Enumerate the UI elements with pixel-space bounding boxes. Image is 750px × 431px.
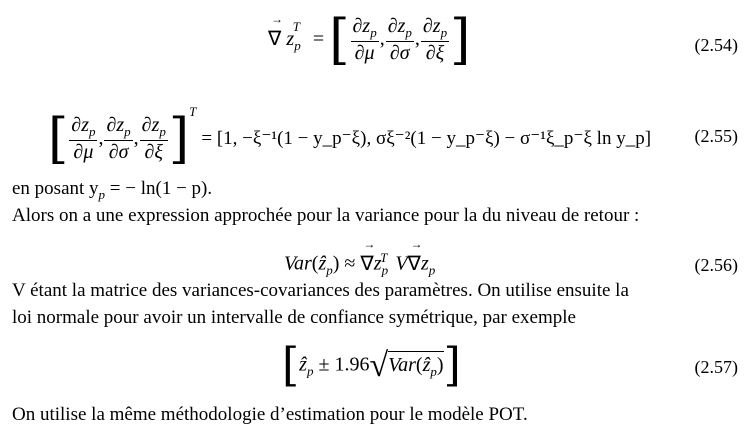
equation-number: (2.55)	[694, 126, 738, 146]
equation-2-55-rhs: = [1, −ξ⁻¹(1 − y_p⁻ξ), σξ⁻²(1 − y_p⁻ξ) − σ⁻¹ξ_p⁻ξ ln y_p]	[201, 128, 652, 149]
equation-2-57: [ẑ$_p$ ± 1.96√Var(ẑ$_p$)]	[282, 338, 461, 393]
equation-number: (2.57)	[694, 357, 738, 377]
equation-number: (2.56)	[694, 255, 738, 275]
equation-2-55: [ $\frac{\partial z_p}{\partial\mu}$ , $\frac{\partial z_p}{\partial\sigma}$ , $\frac{\partial z_p}{\partial\xi}$ ]$^T$ = [1, −ξ⁻¹(1 − y_p⁻ξ), σξ⁻²(1 − y_p⁻ξ) − σ⁻¹ξ_p⁻ξ ln y_p]	[48, 104, 652, 171]
text-line: V étant la matrice des variances-covariances des paramètres. On utilise ensuite la	[12, 280, 629, 301]
equation-2-56: Var(ẑ$_p$) ≈ → $\nabla z_p^T$ $V\to \nabla z_p$	[284, 250, 435, 279]
text-line: On utilise la même méthodologie d’estimation pour le modèle POT.	[12, 404, 528, 425]
text-line: en posant $y_p$ = − ln(1 − p).	[12, 178, 213, 202]
text-line: loi normale pour avoir un intervalle de confiance symétrique, par exemple	[12, 307, 576, 328]
nabla-vector-icon: → ∇	[268, 26, 281, 51]
text-line: Alors on a une expression approchée pour la variance pour la du niveau de retour :	[12, 205, 640, 226]
equation-2-54: → ∇ $z_p^T$ = [ $\frac{\partial z_p}{\partial\mu}$ , $\frac{\partial z_p}{\partial\sigma}$ , $\frac{\partial z_p}{\partial\xi}$ ]	[268, 14, 470, 66]
equation-number: (2.54)	[694, 35, 738, 55]
